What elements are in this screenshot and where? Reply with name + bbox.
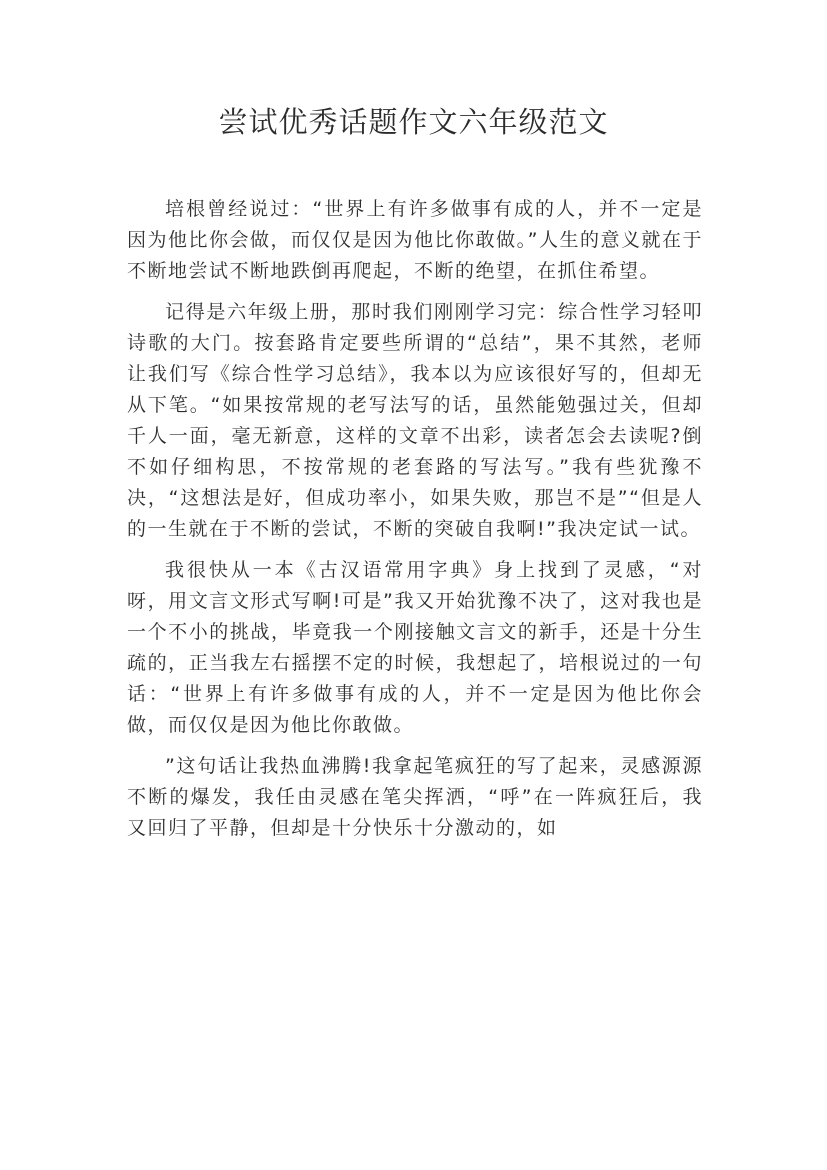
paragraph: 记得是六年级上册，那时我们刚刚学习完：综合性学习轻叩诗歌的大门。按套路肯定要些所谓的“总结”，果不其然，老师让我们写《综合性学习总结》，我本以为应该很好写的，但却无从下笔。“如果按常规的老写法写的话，虽然能勉强过关，但却千人一面，毫无新意，这样的文章不出彩，读者怎会去读呢?倒不如仔细构思，不按常规的老套路的写法写。”我有些犹豫不决，“这想法是好，但成功率小，如果失败，那岂不是”“但是人的一生就在于不断的尝试，不断的突破自我啊!”我决定试一试。 [127,301,703,540]
paragraph: ”这句话让我热血沸腾!我拿起笔疯狂的写了起来，灵感源源不断的爆发，我任由灵感在笔尖挥洒，“呼”在一阵疯狂后，我又回归了平静，但却是十分快乐十分激动的，如 [127,755,703,839]
document-title: 尝试优秀话题作文六年级范文 [218,105,609,139]
paragraph: 培根曾经说过：“世界上有许多做事有成的人，并不一定是因为他比你会做，而仅仅是因为他比你敢做。”人生的意义就在于不断地尝试不断地跌倒再爬起，不断的绝望，在抓住希望。 [127,198,703,282]
paragraph: 我很快从一本《古汉语常用字典》身上找到了灵感，“对呀，用文言文形式写啊!可是”我又开始犹豫不决了，这对我也是一个不小的挑战，毕竟我一个刚接触文言文的新手，还是十分生疏的，正当我左右摇摆不定的时候，我想起了，培根说过的一句话：“世界上有许多做事有成的人，并不一定是因为他比你会做，而仅仅是因为他比你敢做。 [127,559,703,736]
document-body [127,194,703,854]
